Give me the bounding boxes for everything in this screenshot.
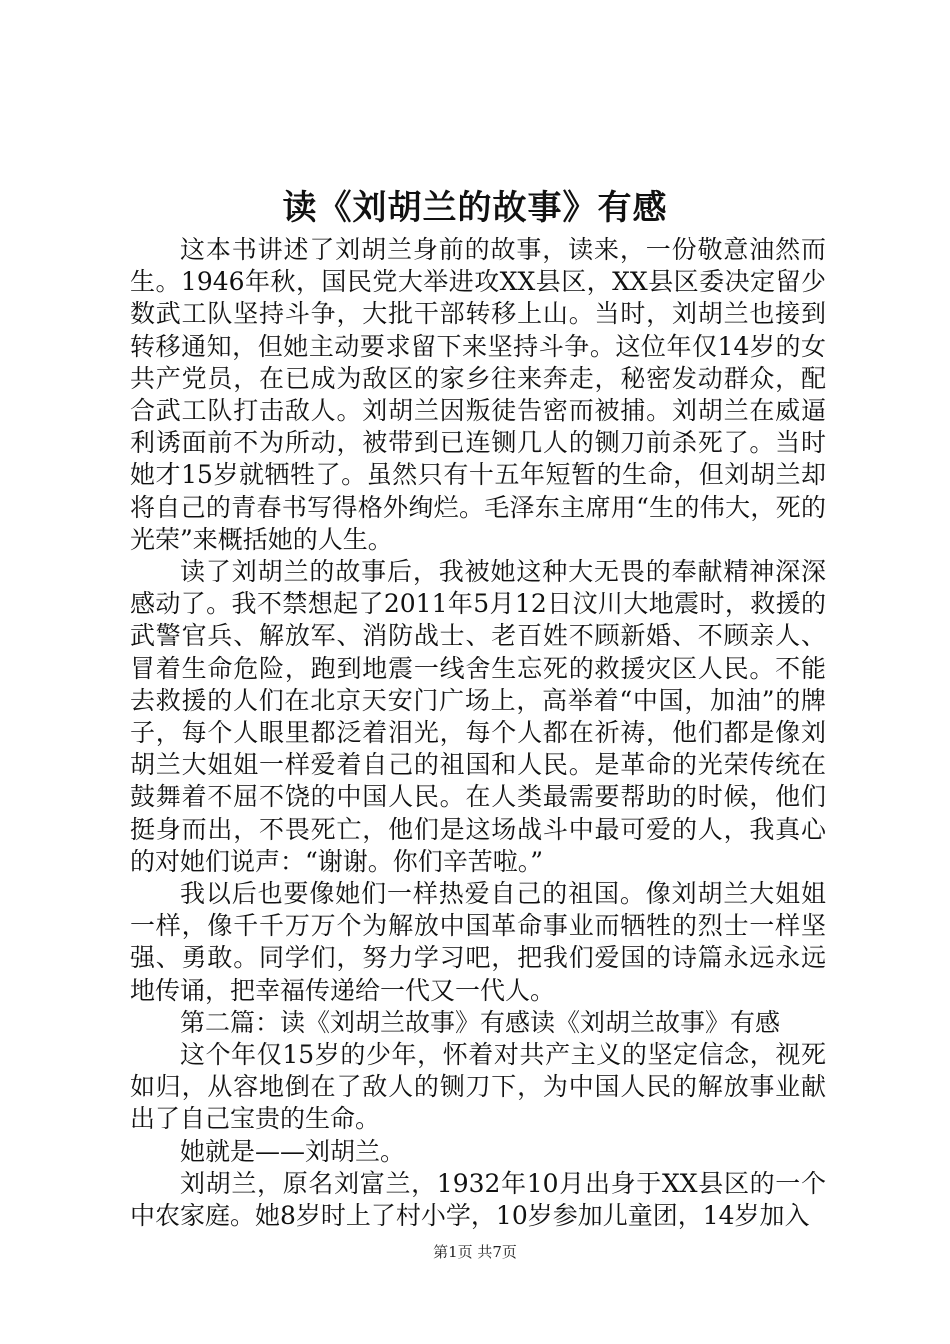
paragraph-2: 读了刘胡兰的故事后，我被她这种大无畏的奉献精神深深感动了。我不禁想起了2011年5月12日汶川大地震时，救援的武警官兵、解放军、消防战士、老百姓不顾新婚、不顾亲人、冒着生命危险，跑到地震一线舍生忘死的救援灾区人民。不能去救援的人们在北京天安门广场上，高举着“中国，加油”的牌子，每个人眼里都泛着泪光，每个人都在祈祷，他们都是像刘胡兰大姐姐一样爱着自己的祖国和人民。是革命的光荣传统在鼓舞着不屈不饶的中国人民。在人类最需要帮助的时候，他们挺身而出，不畏死亡，他们是这场战斗中最可爱的人，我真心的对她们说声：“谢谢。你们辛苦啦。”: [130, 557, 826, 876]
document-title: 读《刘胡兰的故事》有感: [282, 188, 668, 228]
paragraph-5: 她就是——刘胡兰。: [180, 1136, 406, 1166]
paragraph-4: 这个年仅15岁的少年，怀着对共产主义的坚定信念，视死如归，从容地倒在了敌人的铡刀下，为中国人民的解放事业献出了自己宝贵的生命。: [130, 1040, 826, 1134]
paragraph-3: 我以后也要像她们一样热爱自己的祖国。像刘胡兰大姐姐一样，像千千万万个为解放中国革命事业而牺牲的烈士一样坚强、勇敢。同学们，努力学习吧，把我们爱国的诗篇永远永远地传诵，把幸福传递给一代又一代人。: [130, 879, 826, 1005]
document-body: [130, 234, 826, 1232]
paragraph-6: 刘胡兰，原名刘富兰，1932年10月出身于XX县区的一个中农家庭。她8岁时上了村小学，10岁参加儿童团，14岁加入: [130, 1168, 826, 1231]
page-number-footer: 第1页 共7页: [433, 1243, 517, 1261]
paragraph-1: 这本书讲述了刘胡兰身前的故事，读来，一份敬意油然而生。1946年秋，国民党大举进攻XX县区，XX县区委决定留少数武工队坚持斗争，大批干部转移上山。当时，刘胡兰也接到转移通知，但她主动要求留下来坚持斗争。这位年仅14岁的女共产党员，在已成为敌区的家乡往来奔走，秘密发动群众，配合武工队打击敌人。刘胡兰因叛徒告密而被捕。刘胡兰在威逼利诱面前不为所动，被带到已连铡几人的铡刀前杀死了。当时她才15岁就牺牲了。虽然只有十五年短暂的生命，但刘胡兰却将自己的青春书写得格外绚烂。毛泽东主席用“生的伟大，死的光荣”来概括她的人生。: [130, 235, 826, 554]
section-heading-second-article: 第二篇：读《刘胡兰故事》有感读《刘胡兰故事》有感: [180, 1007, 781, 1037]
